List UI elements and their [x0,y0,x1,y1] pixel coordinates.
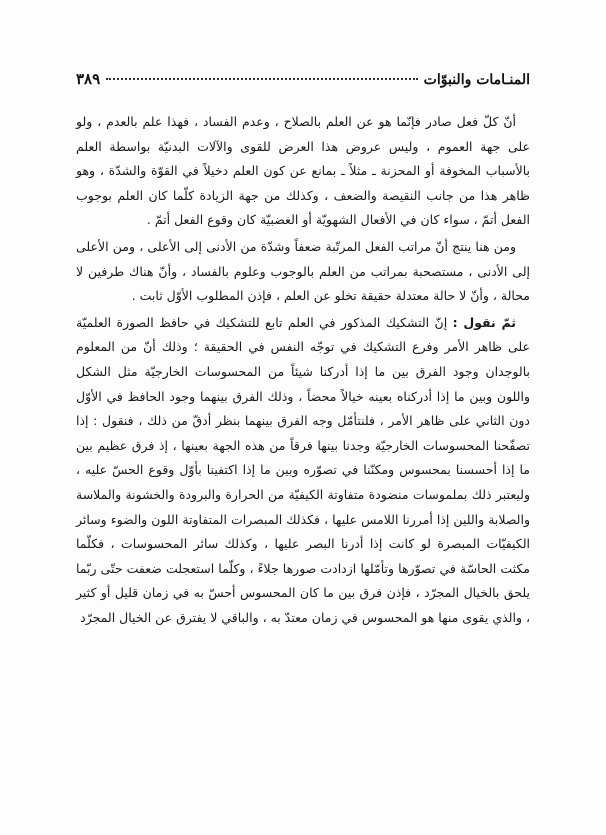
paragraph-text: أنّ كلّ فعل صادر فإنّما هو عن العلم بالصلاح ، وعدم الفساد ، فهذا علم بالعدم ، ولو على جهة العموم ، وليس عروض هذا العرض للقوى والآلات البدنيّة بواسطة العلم بالأسباب المخوفة أو المحزنة ـ مثلاً ـ بمانع عن كون العلم دخيلاً في القوّة والشدّة ، وهو ظاهر هذا من جانب النقيصة والضعف ، وكذلك من جهة الزيادة كلّما كان العلم بوجوب الفعل أتمّ ، سواء كان في الأفعال الشهويّة أو الغضبيّة كان وقوع الفعل أتمّ . [76,114,530,228]
body-text [76,110,530,630]
leader-dots [106,78,418,80]
page-number: ٣٨٩ [76,70,101,88]
paragraph [76,235,530,309]
running-header [76,70,530,96]
paragraph-text: ومن هنا ينتج أنّ مراتب الفعل المرتّبة ضعفاً وشدّة من الأدنى إلى الأعلى ، ومن الأعلى إلى الأدنى ، مستصحبة بمراتب من العلم بالوجوب وعلوم بالفساد ، وأنّ هناك طرفين لا محالة ، وأنّ لا حالة معتدلة حقيقة تخلو عن العلم ، فإذن المطلوب الأوّل ثابت . [76,238,530,304]
running-title: المنـامات والنبوّات [423,72,530,88]
paragraph-text: إنّ التشكيك المذكور في العلم تابع للتشكيك في حافظ الصورة العلميّة على ظاهر الأمر وفرع التشكيك في توجّه النفس في الحقيقة ؛ وذلك أنّ من المعلوم بالوجدان وجود الفرق بين ما إذا أدركنا شيئاً من المحسوسات الخارجيّة مثل الشكل واللون وبين ما إذا أدركناه بعينه خيالاً محضاً ، وذلك الفرق بينهما وجود الحافظ في الأوّل دون الثاني على ظاهر الأمر ، فلنتأمّل وجه الفرق بينهما بنظر أدقّ من ذلك ، فنقول : إذا تصفّحنا المحسوسات الخارجيّة وجدنا بينها فرقاً من هذه الجهة بعينها ، إذ فرق عظيم بين ما إذا أحسسنا بمحسوس ومكنّنا في تصوّره وبين ما إذا اكتفينا بأوّل وقوع الحسّ عليه ، وليعتبر ذلك بملموسات منضودة متفاوتة الكيفيّة من الحرارة والبرودة والخشونة والملاسة والصلابة واللين إذا أمررنا اللامس عليها ، فكذلك المبصرات المتفاوتة اللون والضوء وسائر الكيفيّات المبصرة لو كانت إذا أدرنا البصر عليها ، وكذلك سائر المحسوسات ، فكلّما مكثت الحاسّة في تصوّرها وتأمّلها ازدادت صورها جلاءً ، وكلّما استعجلت ضعفت حتّى ربّما يلحق بالخيال المجرّد ، فإذن فرق بين ما كان المحسوس أحسّ به في زمان قليل أو كثير ، والذي يقوى منها هو المحسوس في زمان معتدّ به ، والباقي لا يفترق عن الخيال المجرّد [76,314,530,625]
paragraph [76,110,530,233]
paragraph [76,311,530,631]
paragraph-lead-in: ثمّ نقول : [452,314,516,330]
